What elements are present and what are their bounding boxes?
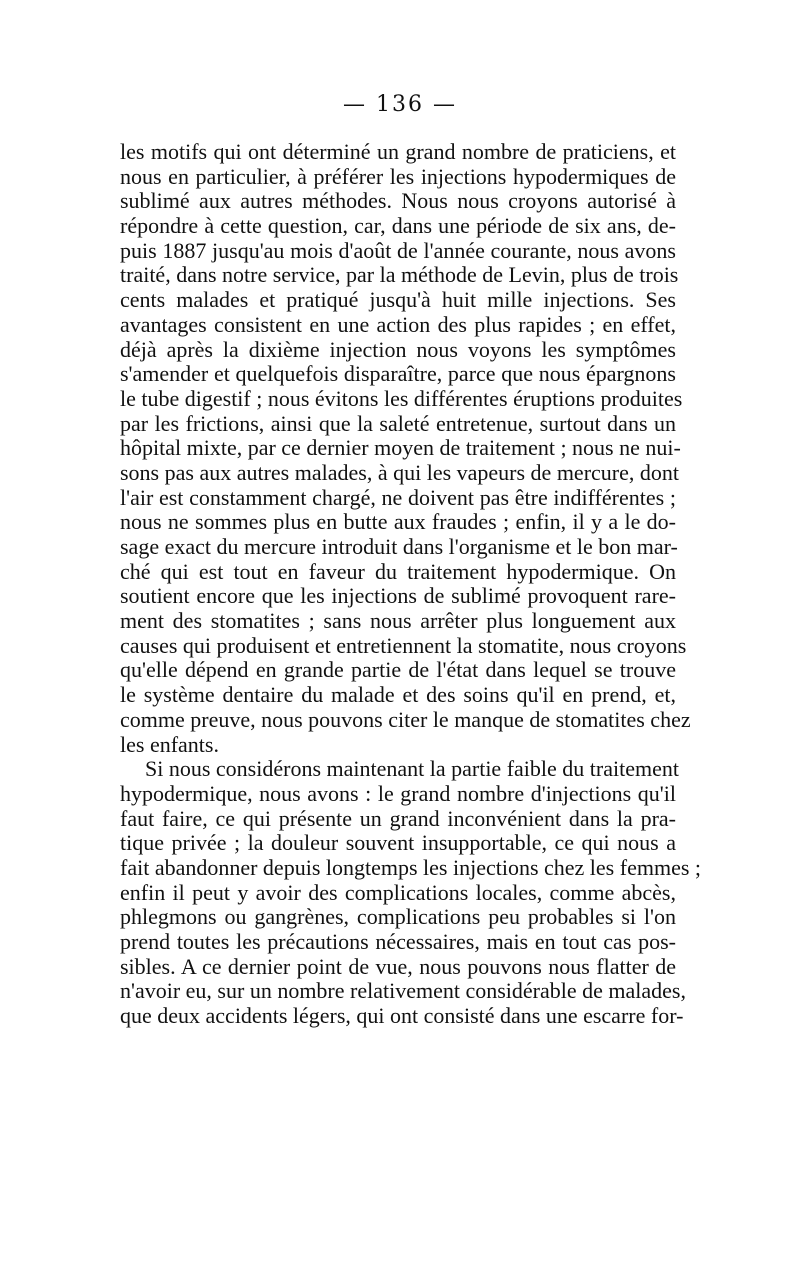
text-line: l'air est constamment chargé, ne doivent pas être indifférentes ; — [120, 484, 676, 510]
text-line: n'avoir eu, sur un nombre relativement considérable de malades, — [120, 978, 686, 1004]
text-line: comme preuve, nous pouvons citer le manque de stomatites chez — [120, 706, 691, 732]
text-line: les motifs qui ont déterminé un grand nombre de praticiens, et — [120, 139, 676, 164]
text-line: nous ne sommes plus en butte aux fraudes ; enfin, il y a le do- — [120, 509, 676, 535]
text-line: s'amender et quelquefois disparaître, parce que nous épargnons — [120, 361, 676, 387]
text-line: soutient encore que les injections de sublimé provoquent rare- — [120, 583, 676, 609]
text-line: tique privée ; la douleur souvent insupportable, ce qui nous a — [120, 830, 676, 856]
text-line: déjà après la dixième injection nous voyons les symptômes — [120, 336, 676, 362]
text-line: traité, dans notre service, par la méthode de Levin, plus de trois — [120, 262, 679, 288]
text-line: sibles. A ce dernier point de vue, nous pouvons nous flatter de — [120, 953, 676, 979]
text-line: enfin il peut y avoir des complications locales, comme abcès, — [120, 879, 676, 905]
paragraph-end-line: les enfants. — [120, 731, 219, 757]
text-line: sons pas aux autres malades, à qui les vapeurs de mercure, dont — [120, 459, 679, 485]
text-line: ment des stomatites ; sans nous arrêter plus longuement aux — [120, 608, 676, 634]
text-line: qu'elle dépend en grande partie de l'état dans lequel se trouve — [120, 657, 676, 683]
page-number: — 136 — — [343, 92, 457, 117]
text-line: fait abandonner depuis longtemps les injections chez les femmes ; — [120, 854, 702, 880]
text-line: le système dentaire du malade et des soins qu'il en prend, et, — [120, 682, 676, 708]
text-line: hôpital mixte, par ce dernier moyen de traitement ; nous ne nui- — [120, 435, 681, 461]
text-line: causes qui produisent et entretiennent la stomatite, nous croyons — [120, 632, 687, 658]
text-line: puis 1887 jusqu'au mois d'août de l'année courante, nous avons — [120, 237, 676, 263]
text-line: par les frictions, ainsi que la saleté entretenue, surtout dans un — [120, 410, 676, 436]
body-text — [120, 139, 702, 1029]
text-line: répondre à cette question, car, dans une période de six ans, de- — [120, 213, 676, 239]
text-line: cents malades et pratiqué jusqu'à huit mille injections. Ses — [120, 287, 676, 313]
text-line: phlegmons ou gangrènes, complications peu probables si l'on — [120, 904, 676, 930]
paragraph-start-line: Si nous considérons maintenant la partie faible du traitement — [145, 756, 679, 782]
text-line: prend toutes les précautions nécessaires, mais en tout cas pos- — [120, 929, 676, 954]
text-line: hypodermique, nous avons : le grand nombre d'injections qu'il — [120, 780, 676, 806]
text-line: ché qui est tout en faveur du traitement hypodermique. On — [120, 558, 676, 584]
text-line: sage exact du mercure introduit dans l'organisme et le bon mar- — [120, 534, 678, 559]
text-line: que deux accidents légers, qui ont consisté dans une escarre for- — [120, 1003, 684, 1029]
text-line: nous en particulier, à préférer les injections hypodermiques de — [120, 163, 676, 189]
text-line: sublimé aux autres méthodes. Nous nous croyons autorisé à — [120, 188, 676, 214]
text-line: faut faire, ce qui présente un grand inconvénient dans la pra- — [120, 805, 676, 831]
text-line: avantages consistent en une action des plus rapides ; en effet, — [120, 311, 676, 337]
text-line: le tube digestif ; nous évitons les différentes éruptions produites — [120, 385, 683, 411]
